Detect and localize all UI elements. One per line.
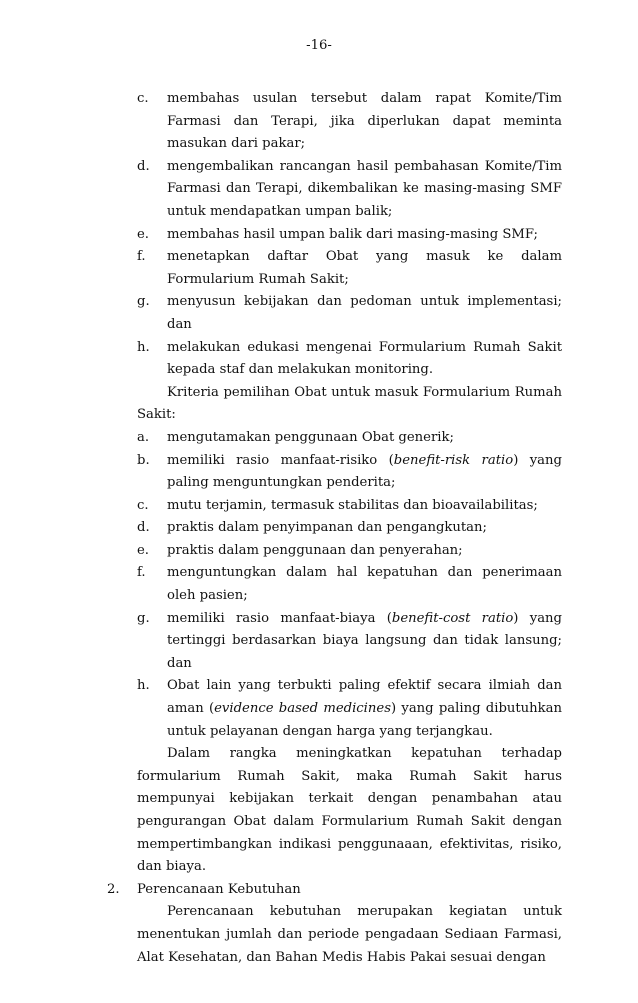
- list-item: [0, 608, 638, 676]
- list-item: [0, 224, 638, 247]
- list-item: [0, 540, 638, 563]
- list-marker: b.: [137, 452, 150, 468]
- list-item: [0, 675, 638, 743]
- list-marker: g.: [137, 294, 150, 310]
- section-heading: [0, 879, 638, 902]
- list-marker: g.: [137, 610, 150, 626]
- list-item-text: praktis dalam penyimpanan dan pengangkutan;: [167, 520, 487, 536]
- list-item-text: mengutamakan penggunaan Obat generik;: [167, 429, 454, 445]
- list-marker: f.: [137, 565, 146, 581]
- list-item: [0, 495, 638, 518]
- list-item: [0, 517, 638, 540]
- list-marker: d.: [137, 520, 150, 536]
- list-item: [0, 246, 638, 291]
- list-item-text: membahas usulan tersebut dalam rapat Komite/Tim Farmasi dan Terapi, jika diperlukan dapat meminta masukan dari pakar;: [167, 91, 562, 152]
- list-item-text: melakukan edukasi mengenai Formularium Rumah Sakit kepada staf dan melakukan monitoring.: [167, 339, 562, 378]
- section-number: 2.: [107, 881, 120, 897]
- list-marker: d.: [137, 158, 150, 174]
- list-marker: e.: [137, 542, 149, 558]
- list-item-text: menyusun kebijakan dan pedoman untuk implementasi; dan: [167, 294, 562, 332]
- list-marker: e.: [137, 226, 149, 242]
- list-item-text: memiliki rasio manfaat-risiko (benefit-risk ratio) yang paling menguntungkan penderita;: [167, 452, 562, 491]
- list-marker: h.: [137, 678, 150, 694]
- list-marker: f.: [137, 249, 146, 265]
- list-item-text: mutu terjamin, termasuk stabilitas dan bioavailabilitas;: [167, 497, 538, 513]
- list-marker: c.: [137, 91, 149, 106]
- list-item: [0, 337, 638, 382]
- list-item: [0, 450, 638, 495]
- criteria-list: [0, 427, 638, 743]
- list-item: [0, 427, 638, 450]
- section-paragraph: Perencanaan kebutuhan merupakan kegiatan untuk menentukan jumlah dan periode pengadaan Sediaan Farmasi, Alat Kesehatan, dan Bahan Medis Habis Pakai sesuai dengan: [137, 904, 562, 965]
- list-item: [0, 562, 638, 607]
- list-item-text: memiliki rasio manfaat-biaya (benefit-cost ratio) yang tertinggi berdasarkan biaya langsung dan tidak lansung; dan: [167, 610, 562, 671]
- list-item-text: praktis dalam penggunaan dan penyerahan;: [167, 542, 463, 558]
- page-content: [0, 88, 638, 969]
- compliance-paragraph: Dalam rangka meningkatkan kepatuhan terhadap formularium Rumah Sakit, maka Rumah Sakit harus mempunyai kebijakan terkait dengan penambahan atau pengurangan Obat dalam Formularium Rumah Sakit dengan mempertimbangkan indikasi penggunaaan, efektivitas, risiko, dan biaya.: [137, 746, 562, 875]
- list-item-text: menetapkan daftar Obat yang masuk ke dalam Formularium Rumah Sakit;: [167, 249, 562, 287]
- list-item-text: membahas hasil umpan balik dari masing-masing SMF;: [167, 226, 538, 242]
- list-item-text: menguntungkan dalam hal kepatuhan dan penerimaan oleh pasien;: [167, 565, 562, 604]
- list-item: [0, 88, 638, 156]
- list-item-text: mengembalikan rancangan hasil pembahasan Komite/Tim Farmasi dan Terapi, dikembalikan ke masing-masing SMF untuk mendapatkan umpan balik;: [167, 158, 562, 219]
- list-item: [0, 156, 638, 224]
- procedure-list: [0, 88, 638, 382]
- list-item: [0, 291, 638, 336]
- list-marker: c.: [137, 497, 149, 513]
- section-title: Perencanaan Kebutuhan: [137, 881, 301, 897]
- list-item-text: Obat lain yang terbukti paling efektif secara ilmiah dan aman (evidence based medicines) yang paling dibutuhkan untuk pelayanan dengan harga yang terjangkau.: [167, 678, 563, 739]
- list-marker: a.: [137, 429, 150, 445]
- list-marker: h.: [137, 339, 150, 355]
- criteria-intro: Kriteria pemilihan Obat untuk masuk Formularium Rumah Sakit:: [137, 384, 562, 423]
- page-number: -16-: [306, 38, 332, 53]
